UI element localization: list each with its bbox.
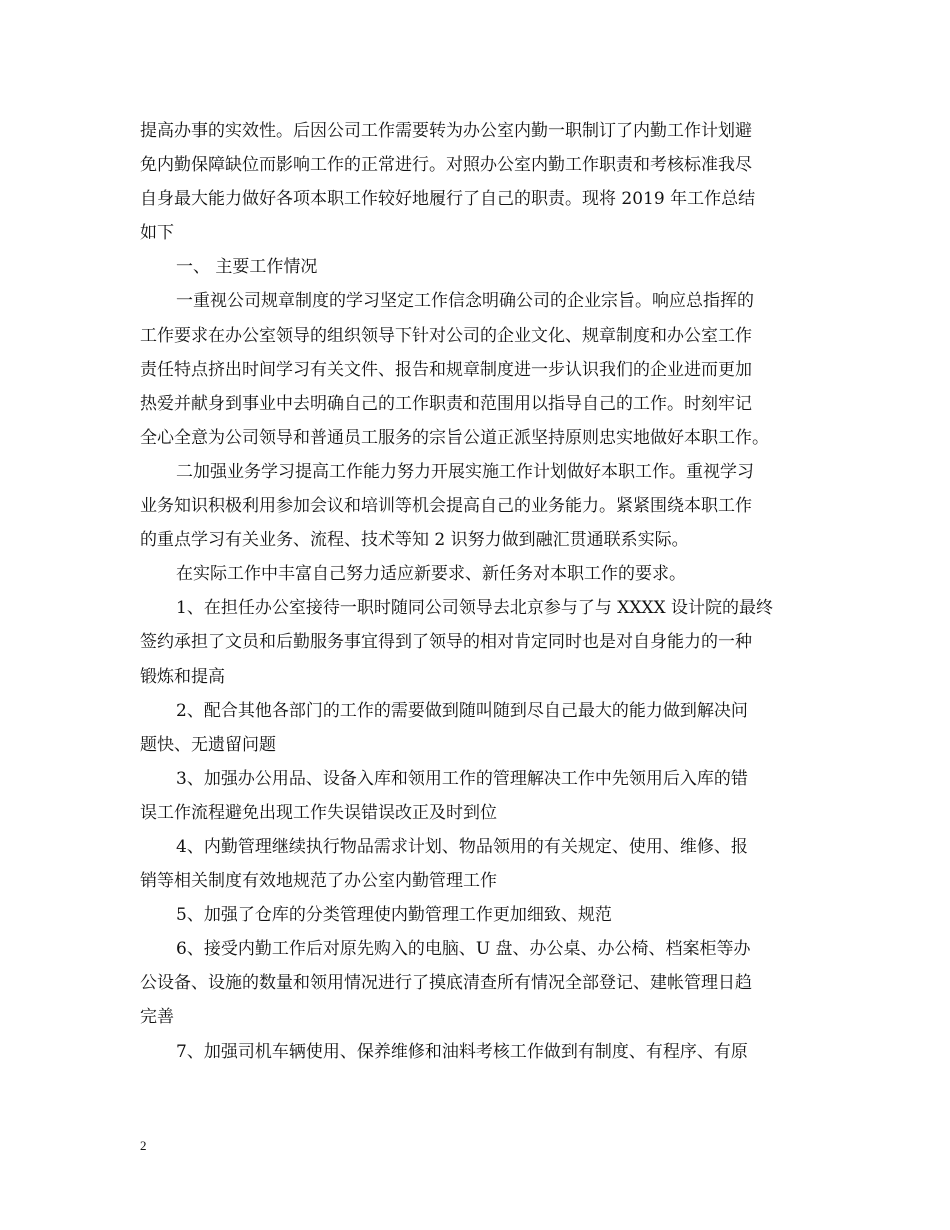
section-heading: 一、 主要工作情况: [176, 257, 318, 278]
text-line: 责任特点挤出时间学习有关文件、报告和规章制度进一步认识我们的企业进而更加: [140, 359, 752, 380]
text-line: 自身最大能力做好各项本职工作较好地履行了自己的职责。现将 2019 年工作总结: [140, 189, 756, 210]
list-item: 4、内勤管理继续执行物品需求计划、物品领用的有关规定、使用、维修、报: [176, 836, 748, 857]
text-line: 提高办事的实效性。后因公司工作需要转为办公室内勤一职制订了内勤工作计划避: [140, 121, 752, 141]
text-line: 如下: [140, 223, 174, 244]
list-item: 6、接受内勤工作后对原先购入的电脑、U 盘、办公桌、办公椅、档案柜等办: [176, 939, 751, 960]
list-item: 7、加强司机车辆使用、保养维修和油料考核工作做到有制度、有程序、有原: [176, 1041, 748, 1062]
list-item: 2、配合其他各部门的工作的需要做到随叫随到尽自己最大的能力做到解决问: [176, 700, 748, 721]
text-line: 误工作流程避免出现工作失误错误改正及时到位: [140, 802, 497, 823]
text-line: 工作要求在办公室领导的组织领导下针对公司的企业文化、规章制度和办公室工作: [140, 325, 752, 346]
text-line: 完善: [140, 1007, 174, 1028]
text-line: 签约承担了文员和后勤服务事宜得到了领导的相对肯定同时也是对自身能力的一种: [140, 632, 752, 653]
text-line: 业务知识积极利用参加会议和培训等机会提高自己的业务能力。紧紧围绕本职工作: [140, 496, 752, 517]
text-line: 在实际工作中丰富自己努力适应新要求、新任务对本职工作的要求。: [176, 564, 686, 585]
list-item: 5、加强了仓库的分类管理使内勤管理工作更加细致、规范: [176, 905, 612, 926]
text-line: 全心全意为公司领导和普通员工服务的宗旨公道正派坚持原则忠实地做好本职工作。: [140, 427, 769, 448]
list-item: 1、在担任办公室接待一职时随同公司领导去北京参与了与 XXXX 设计院的最终: [176, 598, 774, 619]
text-line: 锻炼和提高: [140, 666, 225, 687]
text-line: 公设备、设施的数量和领用情况进行了摸底清查所有情况全部登记、建帐管理日趋: [140, 973, 752, 994]
page-number: 2: [140, 1138, 147, 1153]
text-line: 题快、无遗留问题: [140, 734, 276, 755]
text-line: 一重视公司规章制度的学习坚定工作信念明确公司的企业宗旨。响应总指挥的: [176, 291, 754, 312]
text-line: 销等相关制度有效地规范了办公室内勤管理工作: [140, 871, 497, 892]
text-line: 免内勤保障缺位而影响工作的正常进行。对照办公室内勤工作职责和考核标准我尽: [140, 155, 752, 176]
body-text: [140, 114, 816, 1069]
text-line: 二加强业务学习提高工作能力努力开展实施工作计划做好本职工作。重视学习: [176, 461, 754, 482]
list-item: 3、加强办公用品、设备入库和领用工作的管理解决工作中先领用后入库的错: [176, 768, 748, 789]
text-line: 热爱并献身到事业中去明确自己的工作职责和范围用以指导自己的工作。时刻牢记: [140, 393, 752, 414]
text-line: 的重点学习有关业务、流程、技术等知 2 识努力做到融汇贯通联系实际。: [140, 530, 689, 551]
